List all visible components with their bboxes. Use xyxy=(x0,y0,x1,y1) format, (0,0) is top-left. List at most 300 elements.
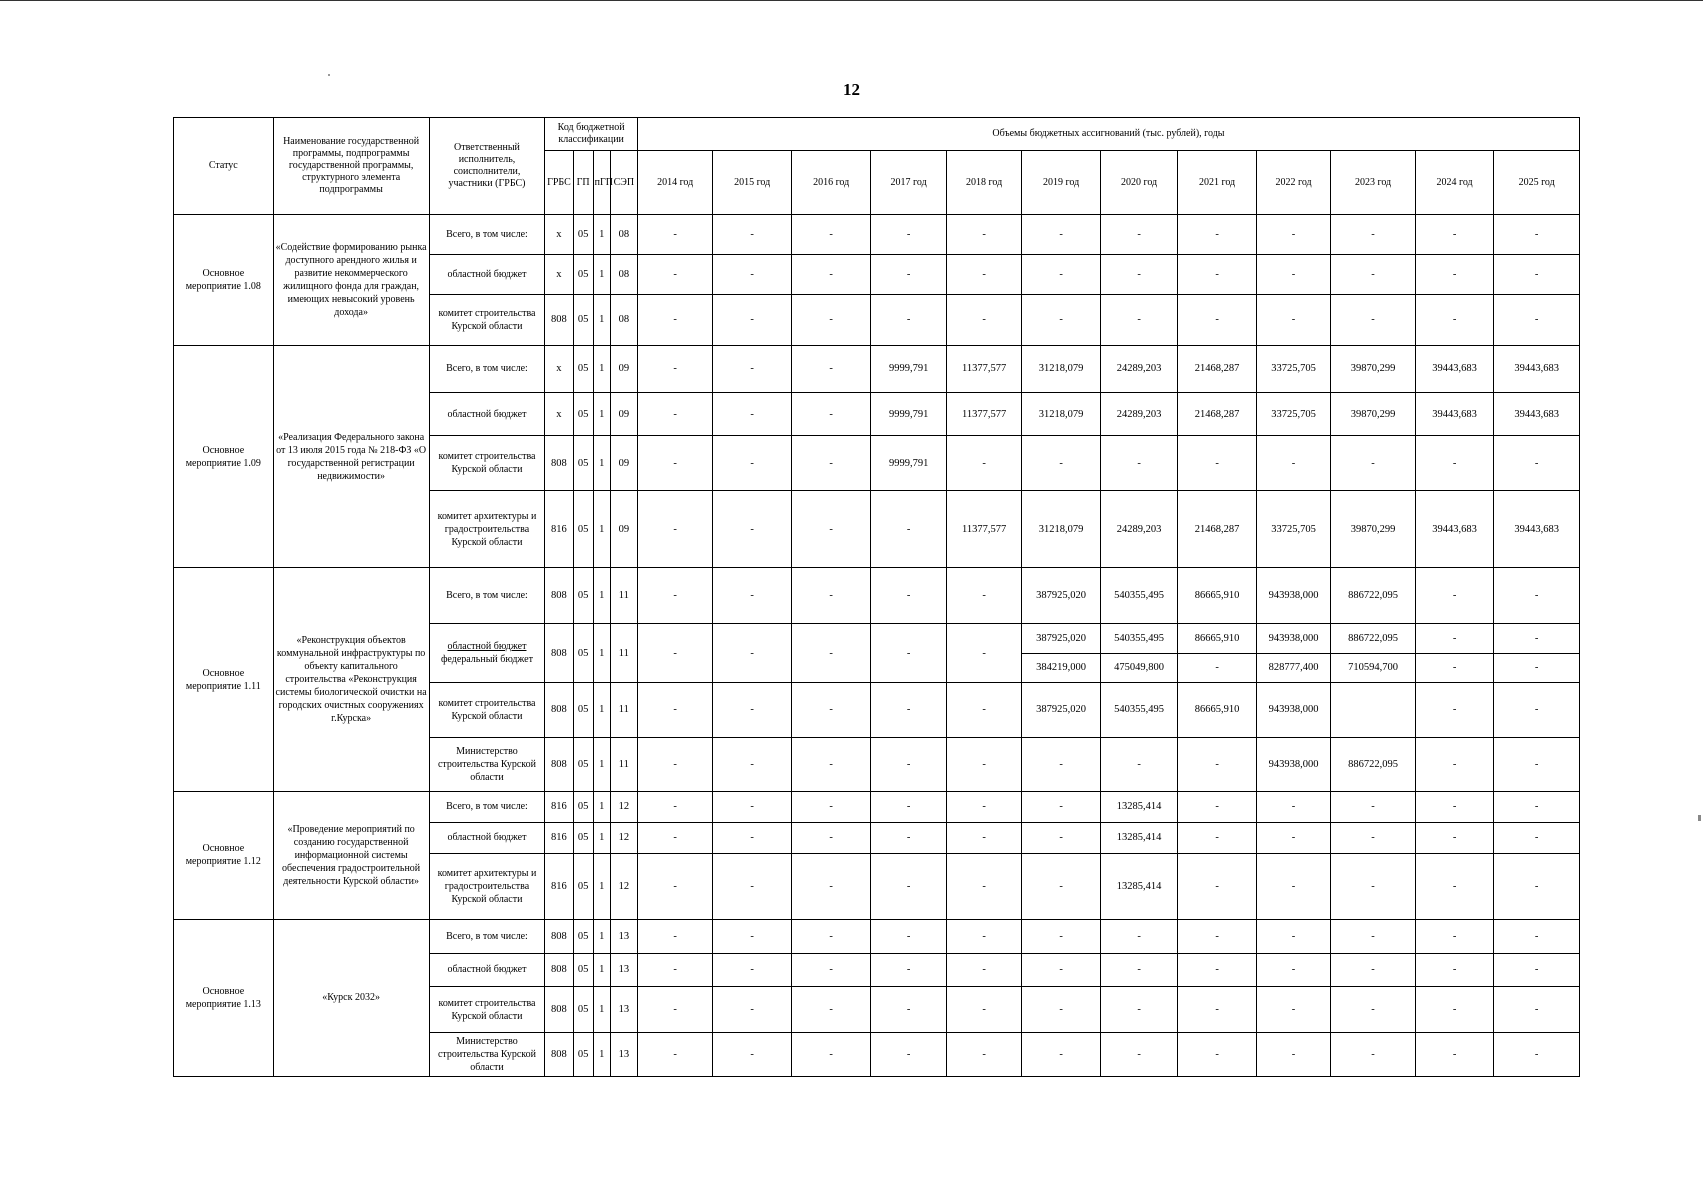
value-cell: - xyxy=(637,822,712,854)
code-sep: 08 xyxy=(610,255,637,294)
value-cell: - xyxy=(1494,737,1580,792)
code-sep: 11 xyxy=(610,568,637,624)
code-pgp: 1 xyxy=(593,919,610,953)
value-cell: 24289,203 xyxy=(1100,345,1177,392)
code-gp: 05 xyxy=(573,215,593,255)
code-pgp: 1 xyxy=(593,436,610,491)
value-cell: - xyxy=(946,215,1021,255)
value-cell: - xyxy=(637,491,712,568)
value-cell: - xyxy=(871,737,946,792)
value-cell: - xyxy=(946,737,1021,792)
value-cell: 21468,287 xyxy=(1178,345,1257,392)
value-cell: 39443,683 xyxy=(1494,345,1580,392)
code-grbs: 808 xyxy=(545,987,573,1033)
executor-cell: комитет строительства Курской области xyxy=(429,436,545,491)
page-top-edge xyxy=(0,0,1703,1)
header-year-2: 2016 год xyxy=(791,151,871,215)
executor-cell: Министерство строительства Курской области xyxy=(429,1033,545,1077)
value-cell: - xyxy=(946,294,1021,345)
value-cell: - xyxy=(871,953,946,987)
value-cell: - xyxy=(871,1033,946,1077)
header-year-11: 2025 год xyxy=(1494,151,1580,215)
value-cell: - xyxy=(1100,294,1177,345)
value-cell: - xyxy=(713,737,792,792)
value-cell: - xyxy=(1022,436,1101,491)
code-grbs: х xyxy=(545,392,573,436)
value-cell: - xyxy=(1178,215,1257,255)
value-cell: - xyxy=(1494,624,1580,653)
value-cell: - xyxy=(791,392,871,436)
code-gp: 05 xyxy=(573,294,593,345)
value-cell: - xyxy=(1100,436,1177,491)
value-cell: 86665,910 xyxy=(1178,568,1257,624)
value-cell: 475049,800 xyxy=(1100,653,1177,682)
value-cell: - xyxy=(871,683,946,738)
code-sep: 11 xyxy=(610,683,637,738)
value-cell: - xyxy=(1100,987,1177,1033)
value-cell: - xyxy=(791,491,871,568)
value-cell: - xyxy=(946,987,1021,1033)
code-gp: 05 xyxy=(573,737,593,792)
value-cell: - xyxy=(1331,792,1416,823)
value-cell: - xyxy=(946,822,1021,854)
value-cell: - xyxy=(713,568,792,624)
value-cell: 13285,414 xyxy=(1100,822,1177,854)
value-cell: 9999,791 xyxy=(871,345,946,392)
value-cell: - xyxy=(1415,255,1494,294)
value-cell: - xyxy=(637,683,712,738)
value-cell: - xyxy=(1256,854,1330,919)
value-cell: - xyxy=(713,436,792,491)
value-cell: - xyxy=(1415,792,1494,823)
value-cell: 31218,079 xyxy=(1022,392,1101,436)
value-cell: 540355,495 xyxy=(1100,683,1177,738)
header-budget-code: Код бюджетной классификации xyxy=(545,118,638,151)
value-cell: - xyxy=(713,392,792,436)
header-code-3: СЭП xyxy=(610,151,637,215)
value-cell: - xyxy=(713,953,792,987)
value-cell: - xyxy=(871,215,946,255)
value-cell: 11377,577 xyxy=(946,392,1021,436)
page-number: 12 xyxy=(843,80,860,99)
value-cell: - xyxy=(1415,294,1494,345)
value-cell: - xyxy=(1022,737,1101,792)
value-cell: - xyxy=(1100,919,1177,953)
value-cell: 86665,910 xyxy=(1178,624,1257,653)
value-cell: - xyxy=(1022,953,1101,987)
code-grbs: х xyxy=(545,345,573,392)
value-cell: 387925,020 xyxy=(1022,683,1101,738)
status-cell: Основное мероприятие 1.11 xyxy=(174,568,274,792)
header-year-5: 2019 год xyxy=(1022,151,1101,215)
value-cell: - xyxy=(1494,568,1580,624)
value-cell: - xyxy=(1256,822,1330,854)
executor-cell: Всего, в том числе: xyxy=(429,568,545,624)
code-grbs: 808 xyxy=(545,683,573,738)
value-cell: 39443,683 xyxy=(1415,392,1494,436)
value-cell: 387925,020 xyxy=(1022,624,1101,653)
value-cell: 943938,000 xyxy=(1256,624,1330,653)
value-cell: - xyxy=(1100,953,1177,987)
executor-split-cell xyxy=(429,624,545,683)
program-name-cell: «Реконструкция объектов коммунальной инфраструктуры по объекту капитального строительства «Реконструкция системы биологической очистки на городских очистных сооружениях г.Курска» xyxy=(273,568,429,792)
value-cell: 710594,700 xyxy=(1331,653,1416,682)
value-cell: 86665,910 xyxy=(1178,683,1257,738)
code-pgp: 1 xyxy=(593,345,610,392)
code-pgp: 1 xyxy=(593,683,610,738)
table-row xyxy=(174,215,1580,255)
value-cell: - xyxy=(946,436,1021,491)
code-gp: 05 xyxy=(573,491,593,568)
value-cell: 13285,414 xyxy=(1100,792,1177,823)
code-grbs: 808 xyxy=(545,919,573,953)
value-cell: - xyxy=(946,792,1021,823)
value-cell: - xyxy=(1415,987,1494,1033)
value-cell: - xyxy=(713,345,792,392)
value-cell: - xyxy=(1178,255,1257,294)
value-cell: - xyxy=(791,683,871,738)
value-cell: 39443,683 xyxy=(1494,392,1580,436)
scan-speck xyxy=(328,74,330,76)
value-cell: - xyxy=(1022,294,1101,345)
value-cell: 540355,495 xyxy=(1100,624,1177,653)
value-cell: - xyxy=(713,215,792,255)
value-cell: - xyxy=(1100,1033,1177,1077)
code-sep: 12 xyxy=(610,792,637,823)
value-cell: 24289,203 xyxy=(1100,392,1177,436)
value-cell: - xyxy=(871,255,946,294)
value-cell: - xyxy=(791,294,871,345)
value-cell: - xyxy=(1415,953,1494,987)
code-gp: 05 xyxy=(573,1033,593,1077)
value-cell: - xyxy=(1178,294,1257,345)
value-cell: - xyxy=(871,987,946,1033)
code-grbs: 808 xyxy=(545,1033,573,1077)
status-cell: Основное мероприятие 1.13 xyxy=(174,919,274,1076)
value-cell: - xyxy=(946,953,1021,987)
value-cell: - xyxy=(1494,683,1580,738)
executor-cell: комитет архитектуры и градостроительства Курской области xyxy=(429,491,545,568)
code-pgp: 1 xyxy=(593,854,610,919)
value-cell: - xyxy=(871,919,946,953)
code-grbs: 808 xyxy=(545,436,573,491)
value-cell: - xyxy=(946,919,1021,953)
value-cell: - xyxy=(791,345,871,392)
header-year-8: 2022 год xyxy=(1256,151,1330,215)
value-cell: - xyxy=(1415,737,1494,792)
value-cell: 886722,095 xyxy=(1331,568,1416,624)
code-sep: 13 xyxy=(610,919,637,953)
value-cell: - xyxy=(871,491,946,568)
value-cell: - xyxy=(1494,294,1580,345)
header-status: Статус xyxy=(174,118,274,215)
code-gp: 05 xyxy=(573,953,593,987)
value-cell: - xyxy=(637,255,712,294)
value-cell: - xyxy=(946,624,1021,683)
status-cell: Основное мероприятие 1.08 xyxy=(174,215,274,346)
value-cell: - xyxy=(1415,653,1494,682)
code-pgp: 1 xyxy=(593,568,610,624)
value-cell: - xyxy=(1022,255,1101,294)
value-cell: - xyxy=(637,919,712,953)
value-cell: - xyxy=(791,568,871,624)
code-pgp: 1 xyxy=(593,1033,610,1077)
value-cell: - xyxy=(1256,436,1330,491)
value-cell: - xyxy=(791,822,871,854)
value-cell: 11377,577 xyxy=(946,345,1021,392)
header-program-name: Наименование государственной программы, подпрограммы государственной программы, структурного элемента подпрограммы xyxy=(273,118,429,215)
code-sep: 08 xyxy=(610,294,637,345)
code-sep: 12 xyxy=(610,822,637,854)
code-grbs: 816 xyxy=(545,854,573,919)
value-cell: - xyxy=(1494,255,1580,294)
value-cell: - xyxy=(791,953,871,987)
code-gp: 05 xyxy=(573,392,593,436)
table-row xyxy=(174,919,1580,953)
header-year-0: 2014 год xyxy=(637,151,712,215)
executor-split-top: областной бюджет xyxy=(447,641,527,653)
value-cell: - xyxy=(791,737,871,792)
executor-cell: комитет строительства Курской области xyxy=(429,987,545,1033)
value-cell: - xyxy=(637,568,712,624)
value-cell: - xyxy=(1256,294,1330,345)
value-cell: - xyxy=(1178,854,1257,919)
value-cell: - xyxy=(1022,792,1101,823)
value-cell: - xyxy=(1415,624,1494,653)
value-cell: - xyxy=(1256,987,1330,1033)
code-sep: 13 xyxy=(610,987,637,1033)
value-cell: - xyxy=(637,792,712,823)
value-cell: - xyxy=(946,683,1021,738)
value-cell: - xyxy=(871,294,946,345)
value-cell: - xyxy=(1100,737,1177,792)
executor-cell: комитет строительства Курской области xyxy=(429,683,545,738)
code-sep: 09 xyxy=(610,436,637,491)
table-row xyxy=(174,568,1580,624)
code-pgp: 1 xyxy=(593,255,610,294)
code-sep: 09 xyxy=(610,491,637,568)
value-cell: - xyxy=(637,953,712,987)
header-executor: Ответственный исполнитель, соисполнители, участники (ГРБС) xyxy=(429,118,545,215)
code-sep: 13 xyxy=(610,953,637,987)
code-sep: 09 xyxy=(610,345,637,392)
value-cell: - xyxy=(791,215,871,255)
value-cell: 886722,095 xyxy=(1331,737,1416,792)
executor-cell: областной бюджет xyxy=(429,822,545,854)
program-name-cell: «Реализация Федерального закона от 13 июля 2015 года № 218-ФЗ «О государственной регистрации недвижимости» xyxy=(273,345,429,568)
header-year-9: 2023 год xyxy=(1331,151,1416,215)
value-cell: 13285,414 xyxy=(1100,854,1177,919)
value-cell: - xyxy=(1022,854,1101,919)
value-cell: - xyxy=(713,822,792,854)
code-sep: 12 xyxy=(610,854,637,919)
value-cell: 943938,000 xyxy=(1256,568,1330,624)
value-cell: 21468,287 xyxy=(1178,392,1257,436)
value-cell: - xyxy=(1100,255,1177,294)
value-cell: - xyxy=(1256,255,1330,294)
value-cell: - xyxy=(1415,854,1494,919)
program-name-cell: «Содействие формированию рынка доступного арендного жилья и развитие некоммерческого жилищного фонда для граждан, имеющих невысокий уровень дохода» xyxy=(273,215,429,346)
code-gp: 05 xyxy=(573,792,593,823)
value-cell: - xyxy=(1022,822,1101,854)
value-cell: - xyxy=(713,919,792,953)
value-cell: - xyxy=(791,436,871,491)
value-cell: - xyxy=(791,255,871,294)
value-cell: 943938,000 xyxy=(1256,737,1330,792)
value-cell: - xyxy=(713,683,792,738)
budget-allocation-table xyxy=(173,117,1580,1077)
code-pgp: 1 xyxy=(593,294,610,345)
code-grbs: 808 xyxy=(545,953,573,987)
header-year-4: 2018 год xyxy=(946,151,1021,215)
value-cell: - xyxy=(1022,919,1101,953)
value-cell: - xyxy=(1494,436,1580,491)
value-cell: - xyxy=(1178,436,1257,491)
value-cell: 828777,400 xyxy=(1256,653,1330,682)
code-sep: 08 xyxy=(610,215,637,255)
value-cell: 9999,791 xyxy=(871,436,946,491)
value-cell: - xyxy=(1331,953,1416,987)
value-cell: - xyxy=(1331,987,1416,1033)
value-cell: - xyxy=(1415,568,1494,624)
value-cell: 39443,683 xyxy=(1415,345,1494,392)
value-cell: - xyxy=(1178,987,1257,1033)
value-cell: 21468,287 xyxy=(1178,491,1257,568)
code-grbs: 808 xyxy=(545,294,573,345)
value-cell: - xyxy=(1178,822,1257,854)
value-cell: - xyxy=(1178,953,1257,987)
value-cell: - xyxy=(1494,215,1580,255)
executor-cell: областной бюджет xyxy=(429,255,545,294)
value-cell: - xyxy=(1494,953,1580,987)
executor-split-bottom: федеральный бюджет xyxy=(440,654,533,666)
value-cell: - xyxy=(871,822,946,854)
value-cell: - xyxy=(1331,919,1416,953)
value-cell: - xyxy=(1331,294,1416,345)
value-cell: - xyxy=(1100,215,1177,255)
value-cell: - xyxy=(946,568,1021,624)
program-name-cell: «Проведение мероприятий по созданию государственной информационной системы обеспечения градостроительной деятельности Курской области» xyxy=(273,792,429,920)
value-cell: 39443,683 xyxy=(1494,491,1580,568)
value-cell: - xyxy=(637,294,712,345)
code-gp: 05 xyxy=(573,436,593,491)
value-cell: - xyxy=(1178,792,1257,823)
value-cell: - xyxy=(791,1033,871,1077)
value-cell: - xyxy=(713,491,792,568)
code-sep: 13 xyxy=(610,1033,637,1077)
value-cell: - xyxy=(1415,683,1494,738)
value-cell: - xyxy=(1022,987,1101,1033)
value-cell: 384219,000 xyxy=(1022,653,1101,682)
code-gp: 05 xyxy=(573,255,593,294)
header-volumes: Объемы бюджетных ассигнований (тыс. рублей), годы xyxy=(637,118,1579,151)
executor-cell: комитет архитектуры и градостроительства Курской области xyxy=(429,854,545,919)
code-gp: 05 xyxy=(573,624,593,683)
code-grbs: 816 xyxy=(545,792,573,823)
value-cell: - xyxy=(1256,1033,1330,1077)
code-pgp: 1 xyxy=(593,491,610,568)
header-code-0: ГРБС xyxy=(545,151,573,215)
code-pgp: 1 xyxy=(593,392,610,436)
value-cell: 33725,705 xyxy=(1256,392,1330,436)
executor-cell: областной бюджет xyxy=(429,953,545,987)
code-pgp: 1 xyxy=(593,737,610,792)
value-cell: - xyxy=(1178,737,1257,792)
value-cell: - xyxy=(1331,854,1416,919)
code-gp: 05 xyxy=(573,345,593,392)
value-cell: 33725,705 xyxy=(1256,345,1330,392)
value-cell: - xyxy=(637,987,712,1033)
value-cell: - xyxy=(713,854,792,919)
value-cell: - xyxy=(713,1033,792,1077)
value-cell xyxy=(1331,683,1416,738)
code-grbs: х xyxy=(545,215,573,255)
header-year-6: 2020 год xyxy=(1100,151,1177,215)
value-cell: - xyxy=(1178,919,1257,953)
status-cell: Основное мероприятие 1.09 xyxy=(174,345,274,568)
code-sep: 11 xyxy=(610,737,637,792)
value-cell: - xyxy=(637,436,712,491)
value-cell: - xyxy=(1415,215,1494,255)
value-cell: - xyxy=(946,1033,1021,1077)
value-cell: 9999,791 xyxy=(871,392,946,436)
value-cell: - xyxy=(1415,822,1494,854)
value-cell: - xyxy=(1331,215,1416,255)
value-cell: - xyxy=(1494,792,1580,823)
value-cell: - xyxy=(946,255,1021,294)
value-cell: - xyxy=(1415,919,1494,953)
value-cell: - xyxy=(946,854,1021,919)
code-pgp: 1 xyxy=(593,624,610,683)
code-gp: 05 xyxy=(573,568,593,624)
code-pgp: 1 xyxy=(593,792,610,823)
value-cell: - xyxy=(713,255,792,294)
value-cell: 540355,495 xyxy=(1100,568,1177,624)
table-row xyxy=(174,792,1580,823)
value-cell: - xyxy=(713,294,792,345)
code-gp: 05 xyxy=(573,987,593,1033)
value-cell: 39870,299 xyxy=(1331,491,1416,568)
code-sep: 11 xyxy=(610,624,637,683)
header-year-3: 2017 год xyxy=(871,151,946,215)
value-cell: - xyxy=(791,854,871,919)
status-cell: Основное мероприятие 1.12 xyxy=(174,792,274,920)
value-cell: 39443,683 xyxy=(1415,491,1494,568)
value-cell: - xyxy=(1494,653,1580,682)
value-cell: - xyxy=(1415,1033,1494,1077)
executor-cell: Всего, в том числе: xyxy=(429,792,545,823)
value-cell: - xyxy=(1494,854,1580,919)
value-cell: - xyxy=(871,792,946,823)
value-cell: - xyxy=(1415,436,1494,491)
scan-edge-mark xyxy=(1698,815,1701,821)
header-code-1: ГП xyxy=(573,151,593,215)
value-cell: - xyxy=(1494,919,1580,953)
code-sep: 09 xyxy=(610,392,637,436)
value-cell: 11377,577 xyxy=(946,491,1021,568)
code-gp: 05 xyxy=(573,822,593,854)
value-cell: - xyxy=(1256,919,1330,953)
value-cell: 886722,095 xyxy=(1331,624,1416,653)
value-cell: - xyxy=(713,987,792,1033)
code-gp: 05 xyxy=(573,683,593,738)
code-grbs: 808 xyxy=(545,568,573,624)
value-cell: 33725,705 xyxy=(1256,491,1330,568)
value-cell: - xyxy=(1494,1033,1580,1077)
executor-cell: комитет строительства Курской области xyxy=(429,294,545,345)
code-pgp: 1 xyxy=(593,215,610,255)
value-cell: - xyxy=(791,624,871,683)
